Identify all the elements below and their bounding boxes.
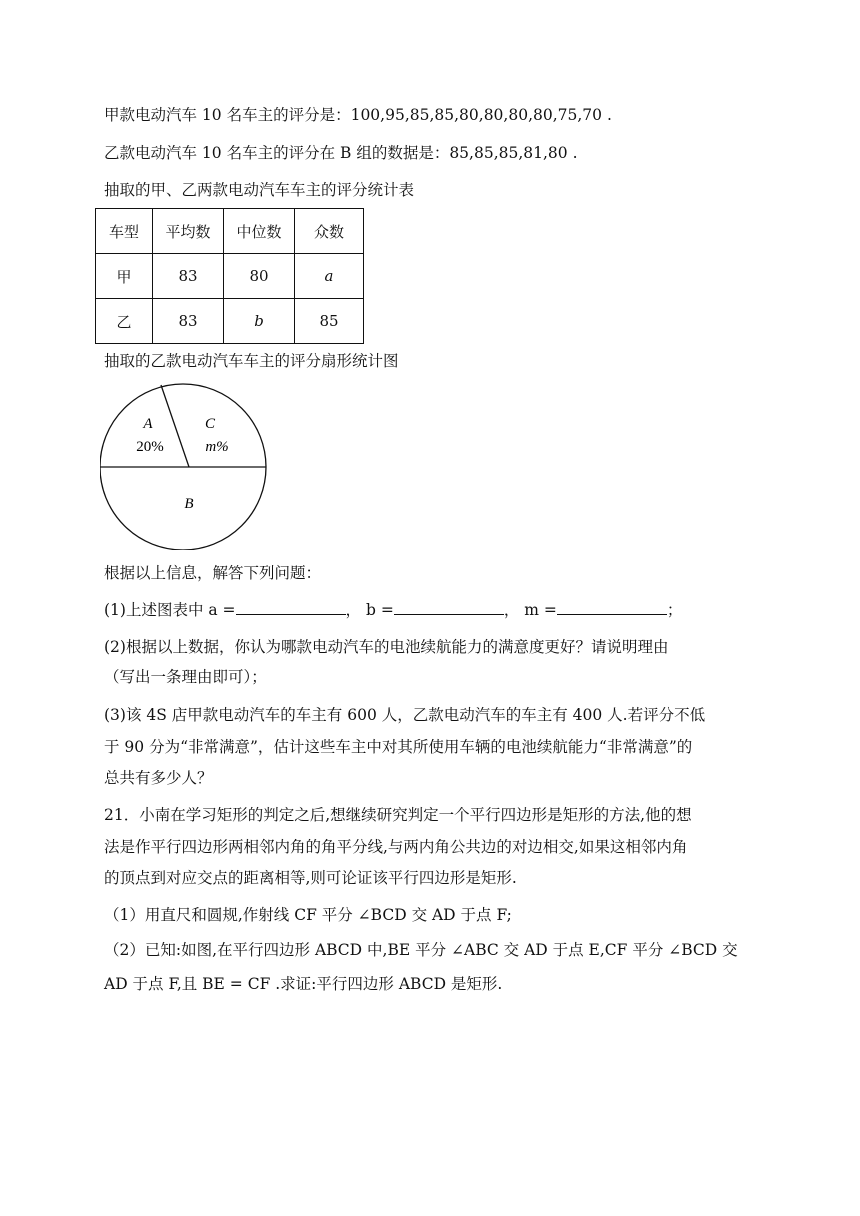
question-1-b: ， b = xyxy=(345,601,394,619)
problem-21-part-1: （1）用直尺和圆规,作射线 CF 平分 ∠BCD 交 AD 于点 F; xyxy=(104,906,512,924)
pie-caption: 抽取的乙款电动汽车车主的评分扇形统计图 xyxy=(104,352,399,370)
problem-21-part-2-line-1: （2）已知:如图,在平行四边形 ABCD 中,BE 平分 ∠ABC 交 AD 于点 E,CF 平分 ∠BCD 交 xyxy=(104,941,738,959)
table-cell: 甲 xyxy=(96,254,153,299)
table-row xyxy=(96,299,364,344)
table-cell: 80 xyxy=(224,254,295,299)
question-3-line-1: (3)该 4S 店甲款电动汽车的车主有 600 人，乙款电动汽车的车主有 400 人.若评分不低 xyxy=(104,706,706,724)
table-caption: 抽取的甲、乙两款电动汽车车主的评分统计表 xyxy=(104,181,415,199)
table-header-cell: 众数 xyxy=(295,209,364,254)
table-header-cell: 中位数 xyxy=(224,209,295,254)
problem-21-line-1: 21．小南在学习矩形的判定之后,想继续研究判定一个平行四边形是矩形的方法,他的想 xyxy=(104,806,692,824)
pie-label-c: C xyxy=(204,416,216,432)
table-cell: 83 xyxy=(153,254,224,299)
question-3-line-2: 于 90 分为“非常满意”，估计这些车主中对其所使用车辆的电池续航能力“非常满意”的 xyxy=(104,738,693,756)
text-line-1: 甲款电动汽车 10 名车主的评分是：100,95,85,85,80,80,80,80,75,70 . xyxy=(104,106,612,124)
question-1-prefix: (1)上述图表中 a = xyxy=(104,601,236,619)
question-1 xyxy=(104,600,682,620)
stats-table xyxy=(95,208,364,344)
pie-value-a: 20% xyxy=(136,439,164,455)
pie-label-a: A xyxy=(143,416,153,432)
question-2-line-1: (2)根据以上数据，你认为哪款电动汽车的电池续航能力的满意度更好？请说明理由 xyxy=(104,638,669,656)
table-header-cell: 平均数 xyxy=(153,209,224,254)
table-cell: 乙 xyxy=(96,299,153,344)
table-cell: a xyxy=(295,254,364,299)
question-3-line-3: 总共有多少人？ xyxy=(104,769,213,787)
text-line-instructions: 根据以上信息，解答下列问题： xyxy=(104,564,322,582)
pie-chart xyxy=(100,380,280,550)
table-row xyxy=(96,254,364,299)
problem-21-line-3: 的顶点到对应交点的距离相等,则可论证该平行四边形是矩形. xyxy=(104,869,517,887)
answer-blank-a[interactable] xyxy=(236,600,346,615)
pie-divider-ac xyxy=(161,385,189,467)
problem-21-part-2-line-2: AD 于点 F,且 BE = CF .求证:平行四边形 ABCD 是矩形. xyxy=(104,975,503,993)
question-1-m: ， m = xyxy=(503,601,557,619)
table-cell: 83 xyxy=(153,299,224,344)
answer-blank-b[interactable] xyxy=(394,600,504,615)
question-2-line-2: （写出一条理由即可）； xyxy=(104,668,267,686)
table-header-cell: 车型 xyxy=(96,209,153,254)
table-cell: 85 xyxy=(295,299,364,344)
problem-21-line-2: 法是作平行四边形两相邻内角的角平分线,与两内角公共边的对边相交,如果这相邻内角 xyxy=(104,838,688,856)
answer-blank-m[interactable] xyxy=(557,600,667,615)
pie-label-b: B xyxy=(184,496,194,512)
question-1-end: ； xyxy=(666,601,683,619)
table-cell: b xyxy=(224,299,295,344)
text-line-2: 乙款电动汽车 10 名车主的评分在 B 组的数据是：85,85,85,81,80 . xyxy=(104,144,578,162)
table-header-row xyxy=(96,209,364,254)
pie-value-c: m% xyxy=(205,439,229,455)
